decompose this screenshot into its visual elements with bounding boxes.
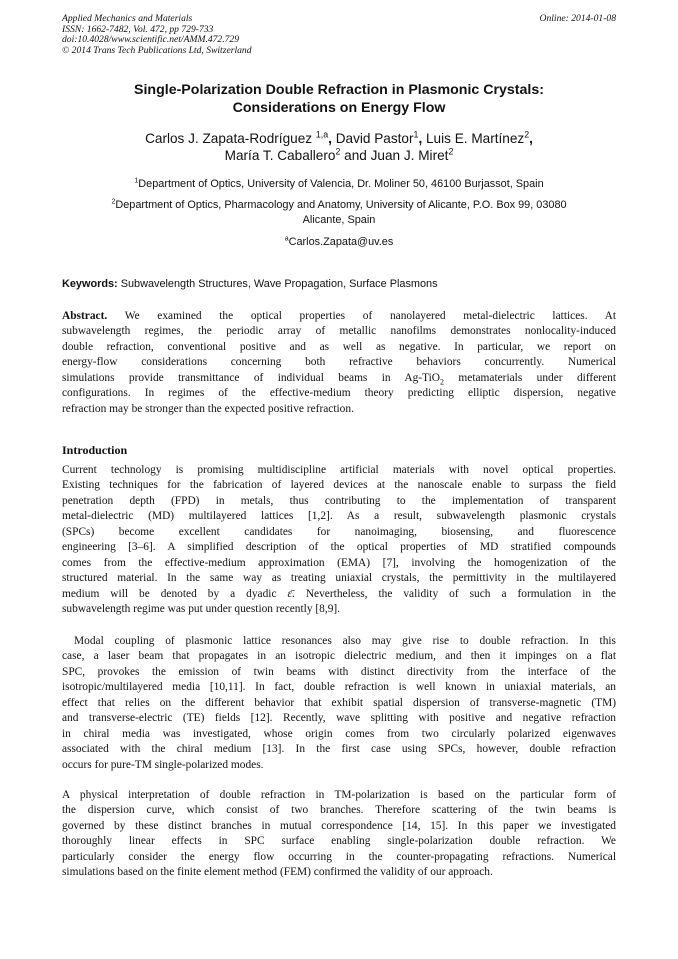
abstract-line-5a: simulations provide transmittance of individual beams in Ag-TiO bbox=[62, 371, 441, 384]
intro-p1-line: engineering [3–6]. A simplified description of the optical properties of MD stratified compounds bbox=[62, 541, 616, 554]
author-4-sup: 2 bbox=[335, 146, 341, 157]
author-sep-2: , bbox=[418, 131, 426, 146]
epsilon-dyadic-symbol: ε̄ bbox=[287, 587, 292, 600]
intro-p1-line: comes from the effective-medium approximation (EMA) [7], involving the homogenization of the bbox=[62, 556, 616, 569]
abstract-line-3: double refraction, conventional positive and as well as negative. In particular, we report on bbox=[62, 340, 616, 353]
intro-p1-line: Current technology is promising multidiscipline artificial materials with novel optical properties. bbox=[62, 464, 616, 476]
online-date: Online: 2014-01-08 bbox=[539, 13, 616, 24]
author-2: David Pastor bbox=[335, 131, 414, 146]
author-4: María T. Caballero bbox=[224, 148, 336, 163]
abstract-line-4: energy-flow considerations concerning both refractive behaviors concurrently. Numerical bbox=[62, 356, 616, 369]
title-line-2: Considerations on Energy Flow bbox=[232, 100, 446, 116]
author-3: Luis E. Martínez bbox=[426, 131, 525, 146]
affiliation-1-text: Department of Optics, University of Valencia, Dr. Moliner 50, 46100 Burjassot, Spain bbox=[138, 178, 544, 190]
intro-p1-line: structured material. In the same way as treating uniaxial crystals, the permittivity in the multilayered bbox=[62, 572, 616, 585]
abstract-line-6: configurations. In regimes of the effective-medium theory predicting elliptic dispersion, negative bbox=[62, 387, 616, 400]
abstract-label: Abstract. bbox=[62, 310, 108, 322]
affiliation-1 bbox=[62, 177, 616, 192]
intro-p1-line-9b: . Nevertheless, the validity of such a formulation in the bbox=[292, 587, 616, 600]
intro-p3-line: governed by these distinct branches in mutual correspondence [14, 15]. In this paper we investigated bbox=[62, 819, 616, 832]
intro-p2-line: isotropic/multilayered media [10,11]. In fact, double refraction is well known in uniaxial materials, an bbox=[62, 681, 616, 694]
keywords-label: Keywords: bbox=[62, 278, 118, 290]
author-5: Juan J. Miret bbox=[370, 148, 449, 163]
intro-p1-line: penetration depth (FPD) in metals, thus contributing to the implementation of transparent bbox=[62, 494, 616, 507]
journal-copyright: © 2014 Trans Tech Publications Ltd, Switzerland bbox=[62, 44, 252, 56]
author-1: Carlos J. Zapata-Rodríguez bbox=[145, 131, 316, 146]
affiliation-2-line-2: Alicante, Spain bbox=[302, 213, 376, 226]
intro-p2-line: in chiral media was investigated, whose origin comes from two circularly polarized eigenwaves bbox=[62, 727, 616, 740]
intro-p1-line: Existing techniques for the fabrication of layered devices at the nanoscale enable to surpass the field bbox=[62, 479, 616, 492]
author-sep-3: , bbox=[529, 131, 533, 146]
author-1-sup: 1,a bbox=[315, 129, 329, 140]
intro-p2-line: associated with the chiral medium [13]. In the first case using SPCs, however, double refraction bbox=[62, 743, 616, 756]
abstract-line-1: We examined the optical properties of nanolayered metal-dielectric lattices. At bbox=[107, 310, 616, 322]
author-5-sup: 2 bbox=[448, 146, 454, 157]
intro-p3-line: particularly consider the energy flow occurring in the counter-propagating refractions. Numerical bbox=[62, 850, 616, 863]
email-sup: a bbox=[284, 234, 289, 243]
abstract-line-5b: metamaterials under different bbox=[444, 371, 616, 384]
affiliation-2-sup: 2 bbox=[111, 197, 116, 206]
author-2-sup: 1 bbox=[413, 129, 419, 140]
title-line-1: Single-Polarization Double Refraction in Plasmonic Crystals: bbox=[134, 82, 544, 98]
intro-paragraph-1 bbox=[62, 463, 616, 618]
author-line-2 bbox=[62, 147, 616, 164]
section-heading-introduction: Introduction bbox=[62, 443, 128, 457]
author-3-sup: 2 bbox=[524, 129, 530, 140]
contact-email bbox=[62, 235, 616, 250]
intro-p3-line: A physical interpretation of double refraction in TM-polarization is based on the particular form of bbox=[62, 789, 616, 801]
intro-paragraph-2 bbox=[62, 634, 616, 773]
intro-p2-line: occurs for pure-TM single-polarized modes. bbox=[62, 758, 264, 771]
abstract-line-7: refraction may be stronger than the expected positive refraction. bbox=[62, 402, 354, 415]
intro-paragraph-3 bbox=[62, 788, 616, 881]
intro-p2-line: SPC, provokes the emission of twin beams with distinct directivity from the interface of the bbox=[62, 665, 616, 678]
journal-doi: doi:10.4028/www.scientific.net/AMM.472.729 bbox=[62, 34, 240, 46]
author-line-1 bbox=[62, 130, 616, 147]
keywords-text: Subwavelength Structures, Wave Propagation, Surface Plasmons bbox=[117, 278, 438, 290]
journal-header bbox=[62, 14, 616, 56]
author-sep-1: , bbox=[328, 131, 336, 146]
journal-issn: ISSN: 1662-7482, Vol. 472, pp 729-733 bbox=[62, 23, 214, 35]
affiliation-1-sup: 1 bbox=[134, 176, 139, 185]
keywords bbox=[62, 277, 616, 291]
intro-p2-line: Modal coupling of plasmonic lattice resonances also may give rise to double refraction. In this bbox=[74, 635, 616, 647]
intro-p1-line: (SPCs) become excellent candidates for nanoimaging, biosensing, and fluorescence bbox=[62, 525, 616, 538]
intro-p1-line-9a: medium will be denoted by a dyadic bbox=[62, 587, 288, 600]
intro-p3-line: thoroughly linear effects in SPC surface enabling single-polarization double refraction. We bbox=[62, 835, 616, 848]
abstract-line-2: subwavelength regimes, the periodic array of metallic nanofilms demonstrates nonlocality-induced bbox=[62, 325, 616, 338]
intro-p3-line: simulations based on the finite element method (FEM) confirmed the validity of our approach. bbox=[62, 866, 493, 879]
intro-p1-line: metal-dielectric (MD) multilayered lattices [1,2]. As a result, subwavelength plasmonic crystals bbox=[62, 510, 616, 523]
abstract bbox=[62, 309, 616, 417]
intro-p1-line-10: subwavelength regime was put under question recently [8,9]. bbox=[62, 603, 341, 616]
journal-name: Applied Mechanics and Materials bbox=[62, 13, 193, 24]
abstract-line-5-sub: 2 bbox=[440, 377, 445, 387]
affiliation-2 bbox=[62, 198, 616, 227]
intro-p2-line: and transverse-electric (TE) fields [12]. Recently, wave splitting with positive and negative refraction bbox=[62, 712, 616, 725]
paper-title bbox=[62, 81, 616, 117]
affiliation-2-line-1: Department of Optics, Pharmacology and Anatomy, University of Alicante, P.O. Box 99, 03080 bbox=[115, 199, 567, 211]
author-list bbox=[62, 130, 616, 164]
intro-p3-line: the dispersion curve, which consist of two branches. Therefore scattering of the twin beams is bbox=[62, 804, 616, 817]
author-and: and bbox=[340, 148, 371, 163]
intro-p2-line: case, a laser beam that propagates in an isotropic dielectric medium, and then it impinges on a flat bbox=[62, 650, 616, 663]
email-text: Carlos.Zapata@uv.es bbox=[288, 236, 394, 248]
intro-p2-line: effect that relies on the different behavior that exhibit spatial dispersion of transverse-magnetic (TM) bbox=[62, 696, 616, 709]
